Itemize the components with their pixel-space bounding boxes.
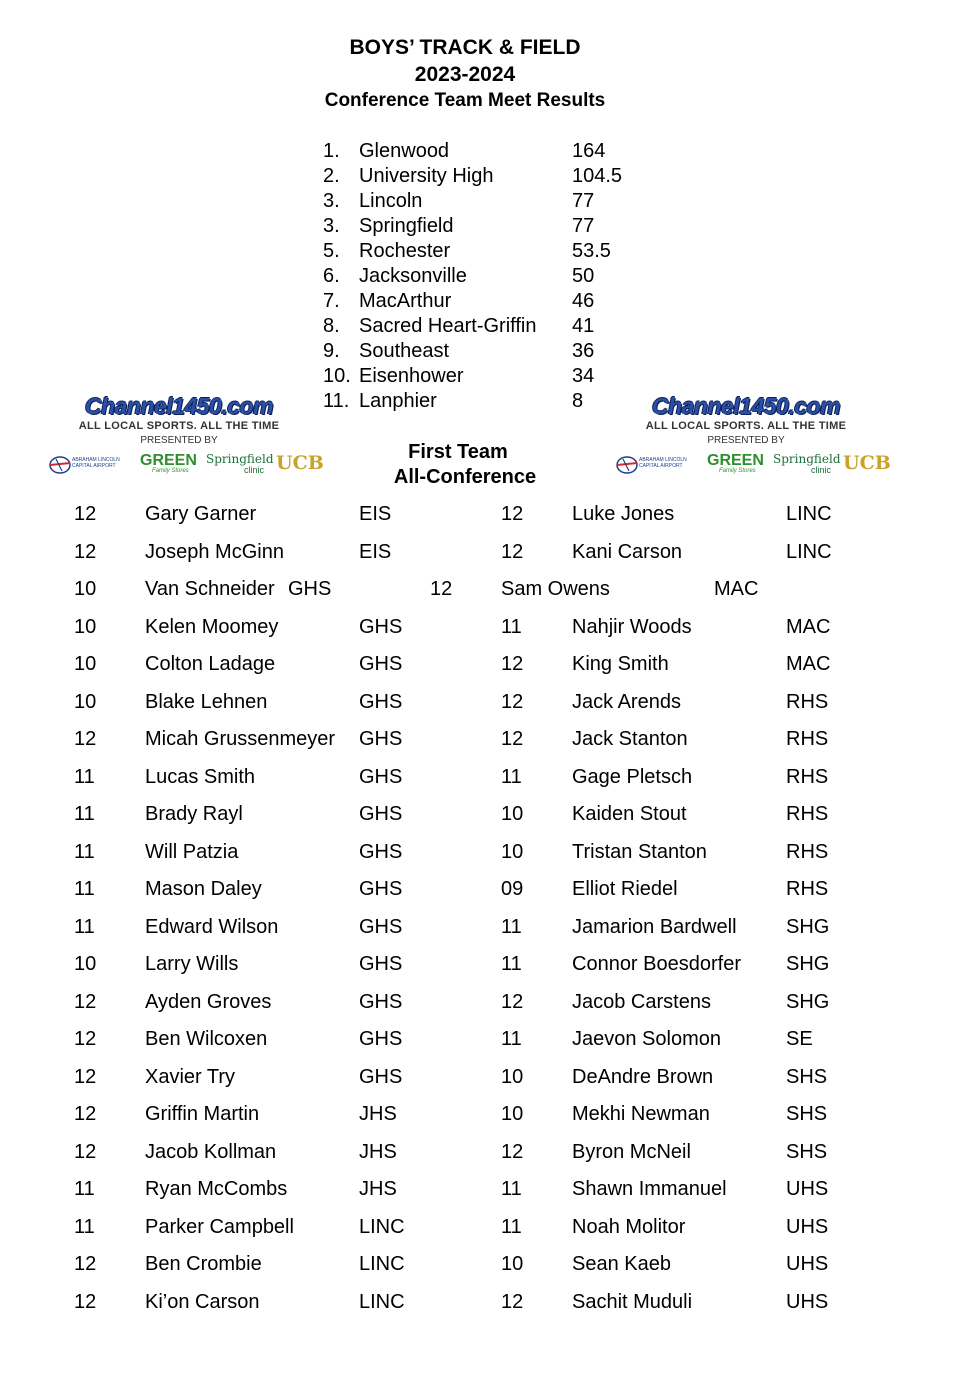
standing-rank: 9. [323,340,340,362]
right-athlete-name: Jaevon Solomon [572,1028,721,1050]
right-grade: 12 [501,1290,524,1313]
left-school: GHS [359,990,403,1013]
right-school: UHS [786,1253,829,1275]
left-school: GHS [359,690,403,713]
section-title-line1: First Team [408,441,508,463]
left-grade: 12 [74,503,97,525]
green-sponsor-sub: Family Stores [719,468,756,474]
right-grade: 11 [501,1215,522,1238]
left-school: EIS [359,503,392,525]
ucb-sponsor: UCB [843,452,891,474]
left-grade: 12 [74,1103,97,1125]
right-grade: 10 [501,1253,524,1275]
left-school: LINC [359,1215,405,1238]
left-grade: 11 [74,1215,95,1238]
right-athlete-name: Nahjir Woods [572,615,692,638]
left-grade: 12 [74,1140,97,1163]
right-athlete-name: Luke Jones [572,503,675,525]
left-grade: 12 [74,1028,97,1050]
standing-school: Lanphier [359,390,437,412]
right-school: SHS [786,1103,828,1125]
left-school: GHS [288,578,332,600]
right-school: SHG [786,915,830,938]
section-title-line2: All-Conference [393,466,537,488]
left-athlete-name: Ryan McCombs [145,1178,288,1200]
standing-rank: 10. [323,365,351,387]
standing-rank: 7. [323,290,340,312]
right-athlete-name: Connor Boesdorfer [572,953,741,975]
left-grade: 12 [74,540,97,563]
presented-by-label: PRESENTED BY [707,435,785,446]
right-school: LINC [786,503,832,525]
right-athlete-name: Jamarion Bardwell [572,915,737,938]
right-grade: 12 [501,503,524,525]
airport-sponsor-text: ABRAHAM LINCOLN CAPITAL AIRPORT [639,457,687,469]
green-sponsor: GREEN [707,452,764,469]
season-label: 2023-2024 [414,63,516,86]
page-subtitle: Conference Team Meet Results [324,90,606,111]
left-athlete-name: Ben Crombie [145,1253,262,1275]
standing-points: 41 [572,315,595,337]
left-athlete-name: Ayden Groves [145,990,272,1013]
standing-points: 46 [572,290,595,312]
right-athlete-name: Jack Stanton [572,728,688,750]
clinic-sponsor: clinic [811,465,832,475]
standing-points: 34 [572,365,595,387]
standing-rank: 5. [323,240,340,262]
left-school: GHS [359,728,403,750]
left-grade: 10 [74,653,97,675]
right-school: SHS [786,1140,828,1163]
right-school: MAC [786,615,831,638]
right-athlete-name: Sean Kaeb [572,1253,671,1275]
right-school: SHG [786,953,830,975]
left-athlete-name: Lucas Smith [145,765,256,788]
left-athlete-name: Blake Lehnen [145,690,268,713]
left-grade: 12 [74,1290,97,1313]
right-school: SHS [786,1065,828,1088]
right-grade: 12 [501,540,524,563]
left-grade: 12 [74,1065,97,1088]
right-school: MAC [786,653,831,675]
right-school: UHS [786,1178,829,1200]
airport-sponsor-text: ABRAHAM LINCOLN CAPITAL AIRPORT [72,457,120,469]
brand-wordmark: Channel1450.com [84,393,274,419]
left-grade: 12 [74,990,97,1013]
left-school: EIS [359,540,392,563]
brand-tagline: ALL LOCAL SPORTS. ALL THE TIME [78,420,280,432]
left-athlete-name: Jacob Kollman [145,1140,277,1163]
standing-points: 104.5 [572,165,623,187]
left-athlete-name: Colton Ladage [145,653,276,675]
right-school: UHS [786,1290,829,1313]
right-school: RHS [786,840,829,863]
left-school: JHS [359,1103,397,1125]
left-athlete-name: Griffin Martin [145,1103,260,1125]
right-school: RHS [786,690,829,713]
springfield-sponsor: Springfield [206,452,274,466]
right-athlete-name: DeAndre Brown [572,1065,714,1088]
right-school: RHS [786,878,829,900]
right-grade: 11 [501,765,522,788]
left-grade: 11 [74,878,95,900]
right-grade: 12 [501,728,524,750]
left-school: GHS [359,803,403,825]
right-athlete-name: Kani Carson [572,540,683,563]
standing-school: MacArthur [359,290,452,312]
springfield-sponsor: Springfield [773,452,841,466]
right-grade: 12 [501,653,524,675]
standing-school: Southeast [359,340,450,362]
page-title: BOYS’ TRACK & FIELD [349,36,581,59]
standing-rank: 3. [323,215,340,237]
left-school: JHS [359,1178,397,1200]
right-grade: 11 [501,915,522,938]
left-grade: 11 [74,1178,95,1200]
standing-school: Springfield [359,215,454,237]
standing-rank: 6. [323,265,340,287]
standing-points: 77 [572,190,595,212]
right-grade: 12 [501,690,524,713]
right-athlete-name: Mekhi Newman [572,1103,710,1125]
right-grade: 10 [501,803,524,825]
ucb-sponsor: UCB [276,452,324,474]
left-grade: 10 [74,578,97,600]
green-sponsor-sub: Family Stores [152,468,189,474]
standing-rank: 1. [323,140,340,162]
right-grade: 11 [501,1178,522,1200]
left-grade: 11 [74,803,95,825]
right-grade: 10 [501,840,524,863]
standing-points: 77 [572,215,595,237]
left-athlete-name: Micah Grussenmeyer [145,728,336,750]
right-athlete-name: Byron McNeil [572,1140,691,1163]
standing-points: 50 [572,265,595,287]
left-grade: 11 [74,765,95,788]
standing-school: Sacred Heart-Griffin [359,315,537,337]
left-athlete-name: Will Patzia [145,840,239,863]
left-athlete-name: Edward Wilson [145,915,279,938]
standing-rank: 2. [323,165,340,187]
left-grade: 11 [74,915,95,938]
standing-points: 8 [572,390,584,412]
right-athlete-name: Kaiden Stout [572,803,687,825]
section-title [0,440,930,490]
right-athlete-name: Shawn Immanuel [572,1178,727,1200]
right-athlete-name: Sachit Muduli [572,1290,693,1313]
standing-points: 36 [572,340,595,362]
left-athlete-name: Larry Wills [145,953,239,975]
right-school: LINC [786,540,832,563]
standing-school: Eisenhower [359,365,464,387]
right-school: UHS [786,1215,829,1238]
right-grade: 12 [501,990,524,1013]
left-athlete-name: Van Schneider [145,578,275,600]
right-school: RHS [786,765,829,788]
right-athlete-name: Tristan Stanton [572,840,707,863]
left-school: JHS [359,1140,397,1163]
brand-tagline: ALL LOCAL SPORTS. ALL THE TIME [645,420,847,432]
left-athlete-name: Kelen Moomey [145,615,279,638]
left-school: GHS [359,878,403,900]
left-school: GHS [359,953,403,975]
left-athlete-name: Gary Garner [145,503,257,525]
right-grade: 12 [501,1140,524,1163]
right-athlete-name: King Smith [572,653,669,675]
left-athlete-name: Parker Campbell [145,1215,294,1238]
right-school: MAC [714,578,759,600]
right-athlete-name: Jacob Carstens [572,990,711,1013]
right-grade: 11 [501,615,522,638]
clinic-sponsor: clinic [244,465,265,475]
left-school: GHS [359,615,403,638]
right-grade: 11 [501,1028,522,1050]
left-athlete-name: Ben Wilcoxen [145,1028,268,1050]
right-school: SE [786,1028,813,1050]
left-school: GHS [359,653,403,675]
right-grade: 11 [501,953,522,975]
brand-wordmark: Channel1450.com [651,393,841,419]
right-athlete-name: Noah Molitor [572,1215,686,1238]
left-grade: 12 [74,1253,97,1275]
left-grade: 10 [74,690,97,713]
standing-points: 53.5 [572,240,611,262]
left-school: GHS [359,1028,403,1050]
right-grade: 09 [501,878,524,900]
right-athlete-name: Jack Arends [572,690,681,713]
standing-rank: 11. [323,390,350,412]
left-grade: 10 [74,953,97,975]
standing-points: 164 [572,140,606,162]
left-school: LINC [359,1290,405,1313]
right-grade: 10 [501,1065,524,1088]
left-grade: 10 [74,615,97,638]
right-grade: 12 [430,578,453,600]
standing-rank: 3. [323,190,340,212]
left-athlete-name: Joseph McGinn [145,540,284,563]
standing-school: Glenwood [359,140,450,162]
right-grade: 10 [501,1103,524,1125]
green-sponsor: GREEN [140,452,197,469]
left-school: LINC [359,1253,405,1275]
presented-by-label: PRESENTED BY [140,435,218,446]
right-athlete-name: Elliot Riedel [572,878,678,900]
standing-school: University High [359,165,494,187]
left-athlete-name: Ki’on Carson [145,1290,260,1313]
left-athlete-name: Mason Daley [145,878,262,900]
left-athlete-name: Xavier Try [145,1065,236,1088]
left-grade: 12 [74,728,97,750]
standing-rank: 8. [323,315,340,337]
right-school: RHS [786,803,829,825]
right-athlete-name: Gage Pletsch [572,765,693,788]
standing-school: Jacksonville [359,265,467,287]
right-athlete-name: Sam Owens [501,578,610,600]
standing-school: Rochester [359,240,451,262]
standing-school: Lincoln [359,190,423,212]
left-athlete-name: Brady Rayl [145,803,243,825]
right-school: SHG [786,990,830,1013]
left-grade: 11 [74,840,95,863]
right-school: RHS [786,728,829,750]
left-school: GHS [359,915,403,938]
left-school: GHS [359,840,403,863]
left-school: GHS [359,765,403,788]
left-school: GHS [359,1065,403,1088]
